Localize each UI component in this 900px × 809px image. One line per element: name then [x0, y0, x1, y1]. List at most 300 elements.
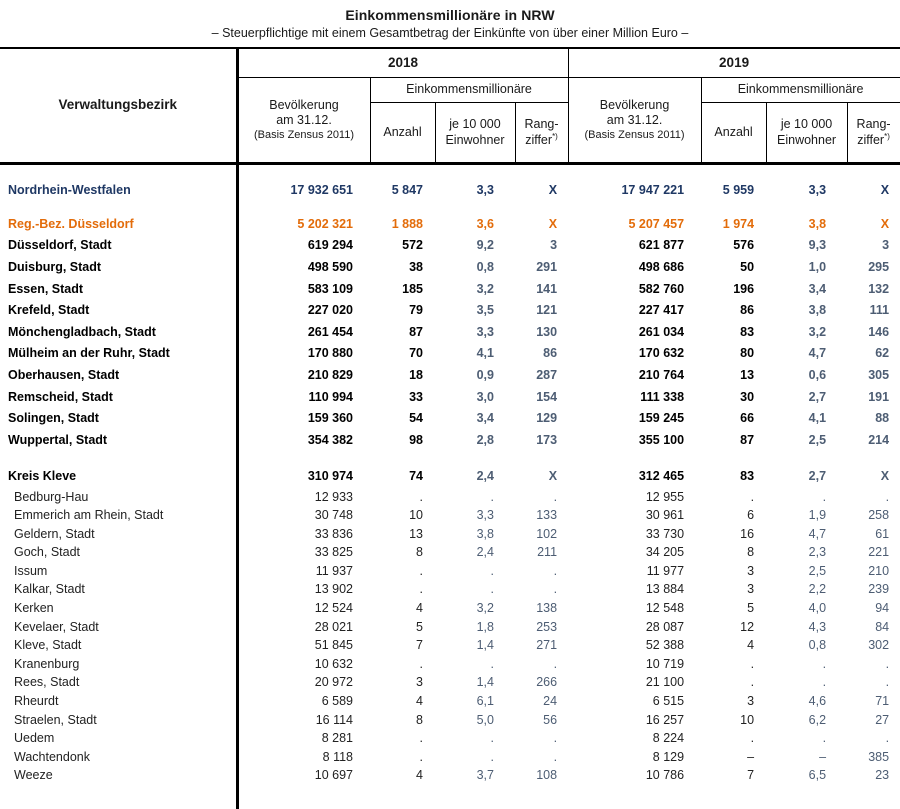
cell-count-2018: 18	[409, 368, 423, 383]
cell-per10000-2018: 2,4	[476, 469, 494, 484]
cell-per10000-2019: 2,3	[808, 545, 827, 560]
cell-rank-2018: 211	[537, 545, 558, 560]
table-row	[0, 506, 900, 525]
cell-population-2018: 28 021	[314, 619, 353, 634]
cell-count-2018: 87	[409, 324, 423, 339]
cell-population-2018: 498 590	[307, 260, 353, 275]
cell-population-2018: 51 845	[314, 638, 353, 653]
table-row	[0, 692, 900, 711]
cell-population-2018: 110 994	[308, 389, 353, 404]
cell-rank-2018: 173	[536, 432, 558, 447]
cell-per10000-2018: 2,4	[476, 545, 494, 560]
row-label: Kalkar, Stadt	[0, 580, 237, 599]
cell-per10000-2019: –	[819, 749, 827, 764]
cell-rank-2019: 239	[868, 582, 890, 597]
cell-count-2018: 4	[416, 768, 423, 783]
cell-count-2018: 8	[416, 712, 423, 727]
table-row	[0, 321, 900, 343]
cell-count-2019: 8	[747, 545, 755, 560]
cell-population-2018: 261 454	[307, 324, 353, 339]
spacer-row	[0, 164, 900, 180]
cell-per10000-2018: .	[490, 656, 494, 671]
cell-population-2019: 21 100	[645, 675, 685, 690]
table-row	[0, 278, 900, 300]
page-title: Einkommensmillionäre in NRW	[345, 7, 555, 23]
footnote-mark: *)	[884, 131, 890, 141]
cell-per10000-2019: 9,3	[808, 238, 827, 253]
cell-population-2019: 10 786	[645, 768, 685, 783]
cell-population-2019: 30 961	[645, 508, 685, 523]
cell-per10000-2018: .	[490, 489, 494, 504]
cell-count-2019: 196	[733, 281, 755, 296]
cell-count-2019: .	[750, 656, 755, 671]
table-row	[0, 543, 900, 562]
cell-count-2018: 3	[416, 675, 423, 690]
row-label: Straelen, Stadt	[0, 710, 237, 729]
cell-per10000-2019: 2,2	[808, 582, 827, 597]
cell-rank-2019: .	[885, 675, 890, 690]
cell-population-2019: 12 548	[645, 601, 685, 616]
cell-population-2019: 12 955	[645, 489, 685, 504]
table-row	[0, 748, 900, 767]
cell-count-2018: 5	[416, 619, 423, 634]
cell-count-2019: 7	[747, 768, 755, 783]
cell-per10000-2018: 1,4	[476, 638, 494, 653]
row-label: Weeze	[0, 766, 237, 785]
row-label: Issum	[0, 562, 237, 581]
row-label: Kevelaer, Stadt	[0, 617, 237, 636]
table-row	[0, 343, 900, 365]
cell-population-2019: 111 338	[640, 389, 685, 404]
cell-rank-2019: 23	[875, 768, 890, 783]
cell-count-2018: 33	[409, 389, 423, 404]
row-label: Oberhausen, Stadt	[0, 364, 237, 386]
cell-count-2019: 4	[747, 638, 755, 653]
cell-per10000-2019: 4,3	[808, 619, 827, 634]
cell-count-2019: 12	[740, 619, 755, 634]
cell-count-2019: 80	[740, 346, 755, 361]
cell-population-2019: 8 129	[652, 749, 685, 764]
cell-per10000-2019: 4,7	[808, 526, 827, 541]
cell-count-2018: 98	[409, 432, 423, 447]
cell-count-2019: 16	[740, 526, 755, 541]
cell-rank-2019: 385	[868, 749, 890, 764]
cell-count-2019: –	[747, 749, 755, 764]
cell-per10000-2019: 6,2	[808, 712, 827, 727]
cell-per10000-2019: 4,0	[808, 601, 827, 616]
cell-population-2018: 12 524	[314, 601, 353, 616]
table-row	[0, 580, 900, 599]
table-row	[0, 673, 900, 692]
cell-per10000-2019: 3,8	[808, 216, 827, 231]
cell-rank-2018: X	[548, 183, 558, 198]
cell-rank-2018: 291	[536, 260, 558, 275]
cell-population-2018: 8 281	[321, 731, 353, 746]
cell-per10000-2019: 2,5	[808, 563, 827, 578]
cell-rank-2019: 221	[868, 545, 890, 560]
table-row	[0, 636, 900, 655]
cell-population-2019: 11 977	[646, 563, 685, 578]
cell-rank-2019: 214	[868, 432, 890, 447]
cell-population-2018: 210 829	[307, 368, 353, 383]
cell-rank-2018: 154	[536, 389, 558, 404]
cell-population-2019: 28 087	[645, 619, 685, 634]
cell-per10000-2018: .	[490, 563, 494, 578]
row-label: Mönchengladbach, Stadt	[0, 321, 237, 343]
cell-per10000-2019: 0,8	[808, 638, 827, 653]
cell-population-2019: 33 730	[645, 526, 685, 541]
row-label: Wuppertal, Stadt	[0, 429, 237, 451]
cell-count-2019: 3	[747, 694, 755, 709]
cell-count-2018: .	[419, 656, 423, 671]
cell-population-2019: 10 719	[645, 656, 685, 671]
cell-per10000-2018: 3,2	[476, 281, 494, 296]
cell-count-2018: 7	[416, 638, 423, 653]
cell-rank-2018: 133	[536, 508, 558, 523]
cell-count-2019: .	[750, 489, 755, 504]
table-row	[0, 655, 900, 674]
cell-count-2019: 3	[747, 563, 755, 578]
cell-rank-2019: 27	[875, 712, 890, 727]
cell-count-2018: 4	[416, 601, 423, 616]
header-per10000-2019: je 10 000 Einwohner	[766, 103, 847, 164]
cell-population-2019: 5 207 457	[628, 216, 685, 231]
cell-rank-2019: 111	[869, 303, 890, 318]
cell-count-2019: 30	[740, 389, 755, 404]
cell-population-2019: 210 764	[638, 368, 685, 383]
cell-rank-2019: 88	[875, 411, 890, 426]
cell-population-2019: 582 760	[638, 281, 685, 296]
cell-rank-2018: 129	[536, 411, 558, 426]
cell-count-2019: 50	[740, 260, 755, 275]
spacer-row	[0, 201, 900, 213]
row-label: Düsseldorf, Stadt	[0, 235, 237, 257]
cell-count-2018: 5 847	[391, 183, 423, 198]
cell-population-2018: 170 880	[307, 346, 353, 361]
table-row	[0, 524, 900, 543]
cell-count-2019: 1 974	[722, 216, 755, 231]
row-label: Rheurdt	[0, 692, 237, 711]
cell-rank-2019: 146	[868, 324, 890, 339]
cell-count-2019: .	[750, 731, 755, 746]
spacer-row	[0, 785, 900, 809]
cell-per10000-2018: .	[490, 749, 494, 764]
cell-per10000-2019: 3,2	[808, 324, 827, 339]
table-row	[0, 235, 900, 257]
statistics-table	[0, 47, 900, 809]
cell-count-2019: 5	[747, 601, 755, 616]
cell-rank-2018: .	[553, 731, 558, 746]
cell-count-2019: 6	[747, 508, 755, 523]
cell-population-2018: 10 697	[314, 768, 353, 783]
cell-per10000-2019: 6,5	[808, 768, 827, 783]
cell-population-2019: 261 034	[638, 324, 685, 339]
table-row	[0, 766, 900, 785]
cell-count-2019: 13	[740, 368, 755, 383]
cell-rank-2019: 132	[868, 281, 890, 296]
cell-per10000-2018: 9,2	[476, 238, 494, 253]
table-row	[0, 466, 900, 488]
row-label: Duisburg, Stadt	[0, 256, 237, 278]
cell-per10000-2018: 6,1	[476, 694, 494, 709]
cell-rank-2019: .	[885, 489, 890, 504]
header-anzahl-2018: Anzahl	[370, 103, 435, 164]
cell-population-2019: 17 947 221	[621, 183, 685, 198]
cell-count-2019: 576	[733, 238, 755, 253]
cell-population-2018: 8 118	[322, 749, 353, 764]
cell-population-2019: 8 224	[652, 731, 685, 746]
cell-population-2019: 52 388	[645, 638, 685, 653]
cell-rank-2018: 24	[543, 694, 558, 709]
row-label: Rees, Stadt	[0, 673, 237, 692]
table-body	[0, 164, 900, 809]
row-label: Goch, Stadt	[0, 543, 237, 562]
header-anzahl-2019: Anzahl	[701, 103, 766, 164]
row-label: Nordrhein-Westfalen	[0, 180, 237, 202]
cell-per10000-2019: 3,4	[808, 281, 827, 296]
cell-per10000-2018: 3,8	[476, 526, 494, 541]
cell-population-2018: 33 825	[314, 545, 353, 560]
cell-per10000-2018: 1,4	[476, 675, 494, 690]
cell-rank-2018: 56	[543, 712, 558, 727]
header-rank-2019: Rang- ziffer*)	[847, 103, 900, 164]
cell-per10000-2018: 2,8	[476, 432, 494, 447]
row-label: Mülheim an der Ruhr, Stadt	[0, 343, 237, 365]
cell-population-2018: 12 933	[314, 489, 353, 504]
cell-population-2019: 159 245	[638, 411, 685, 426]
cell-population-2018: 159 360	[307, 411, 353, 426]
cell-rank-2019: 302	[868, 638, 890, 653]
cell-per10000-2019: .	[822, 489, 827, 504]
cell-per10000-2018: 1,8	[476, 619, 494, 634]
cell-count-2018: 572	[402, 238, 423, 253]
cell-population-2019: 170 632	[638, 346, 685, 361]
table-row	[0, 429, 900, 451]
cell-population-2018: 583 109	[307, 281, 353, 296]
cell-rank-2018: X	[548, 469, 558, 484]
cell-count-2019: 10	[740, 712, 755, 727]
cell-population-2018: 354 382	[307, 432, 353, 447]
header-millionaires-2018: Einkommensmillionäre	[370, 78, 568, 103]
cell-population-2019: 621 877	[638, 238, 685, 253]
header-millionaires-2019: Einkommensmillionäre	[701, 78, 900, 103]
cell-rank-2019: .	[885, 731, 890, 746]
cell-count-2018: 70	[409, 346, 423, 361]
cell-per10000-2019: 0,6	[808, 368, 827, 383]
cell-per10000-2018: 0,9	[476, 368, 494, 383]
cell-rank-2018: 3	[550, 238, 558, 253]
page-subtitle: – Steuerpflichtige mit einem Gesamtbetrag der Einkünfte von über einer Million Euro –	[211, 26, 689, 40]
table-row	[0, 180, 900, 202]
table-row	[0, 299, 900, 321]
cell-population-2018: 619 294	[307, 238, 353, 253]
cell-count-2018: 79	[409, 303, 423, 318]
row-label: Uedem	[0, 729, 237, 748]
row-label: Krefeld, Stadt	[0, 299, 237, 321]
cell-count-2018: 8	[416, 545, 423, 560]
cell-count-2018: 10	[409, 508, 423, 523]
cell-per10000-2019: 4,1	[808, 411, 827, 426]
cell-rank-2018: 141	[536, 281, 558, 296]
table-row	[0, 617, 900, 636]
footnote-mark: *)	[552, 131, 558, 141]
cell-population-2019: 13 884	[645, 582, 685, 597]
cell-rank-2019: .	[885, 656, 890, 671]
cell-population-2019: 227 417	[638, 303, 685, 318]
table-row	[0, 386, 900, 408]
cell-per10000-2018: 4,1	[476, 346, 494, 361]
cell-population-2019: 312 465	[638, 469, 685, 484]
cell-rank-2018: 130	[536, 324, 558, 339]
cell-count-2018: 1 888	[391, 216, 423, 231]
cell-per10000-2019: 4,7	[808, 346, 827, 361]
cell-rank-2018: .	[553, 656, 558, 671]
cell-per10000-2018: .	[490, 731, 494, 746]
cell-count-2018: 4	[416, 694, 423, 709]
cell-rank-2018: X	[548, 216, 558, 231]
row-label: Kranenburg	[0, 655, 237, 674]
cell-rank-2019: 258	[868, 508, 890, 523]
table-row	[0, 364, 900, 386]
table-header	[0, 48, 900, 164]
cell-per10000-2019: .	[822, 675, 827, 690]
row-label: Essen, Stadt	[0, 278, 237, 300]
cell-rank-2018: 102	[536, 526, 558, 541]
cell-count-2018: .	[419, 489, 423, 504]
cell-rank-2019: X	[880, 216, 890, 231]
cell-rank-2018: .	[553, 563, 558, 578]
cell-rank-2018: .	[553, 582, 558, 597]
header-per10000-2018: je 10 000 Einwohner	[435, 103, 515, 164]
cell-per10000-2019: 3,3	[808, 183, 827, 198]
cell-population-2018: 17 932 651	[290, 183, 353, 198]
cell-population-2018: 5 202 321	[297, 216, 353, 231]
header-population-2019: Bevölkerung am 31.12. (Basis Zensus 2011)	[568, 78, 701, 164]
cell-population-2019: 355 100	[638, 432, 685, 447]
row-label: Geldern, Stadt	[0, 524, 237, 543]
cell-per10000-2018: 5,0	[476, 712, 494, 727]
cell-per10000-2019: 3,8	[808, 303, 827, 318]
cell-population-2019: 6 515	[652, 694, 685, 709]
cell-count-2019: 83	[740, 324, 755, 339]
cell-count-2019: 5 959	[722, 183, 755, 198]
cell-per10000-2019: 2,7	[808, 469, 827, 484]
cell-count-2018: .	[419, 749, 423, 764]
row-label: Kreis Kleve	[0, 466, 237, 488]
table-row	[0, 256, 900, 278]
cell-population-2018: 11 937	[315, 563, 353, 578]
row-label: Reg.-Bez. Düsseldorf	[0, 213, 237, 235]
cell-count-2019: 66	[740, 411, 755, 426]
row-label: Wachtendonk	[0, 748, 237, 767]
table-row	[0, 487, 900, 506]
row-label: Solingen, Stadt	[0, 407, 237, 429]
cell-rank-2019: 295	[868, 260, 890, 275]
cell-per10000-2019: 2,5	[808, 432, 827, 447]
table-row	[0, 710, 900, 729]
cell-rank-2019: X	[880, 469, 890, 484]
cell-population-2018: 227 020	[307, 303, 353, 318]
cell-count-2019: 87	[740, 432, 755, 447]
cell-per10000-2018: 3,2	[476, 601, 494, 616]
cell-population-2019: 498 686	[638, 260, 685, 275]
header-year-2018: 2018	[237, 48, 568, 78]
cell-population-2018: 20 972	[314, 675, 353, 690]
header-rank-2018: Rang- ziffer*)	[515, 103, 568, 164]
cell-rank-2018: .	[553, 749, 558, 764]
cell-population-2018: 33 836	[314, 526, 353, 541]
cell-per10000-2018: 3,3	[476, 183, 494, 198]
table-row	[0, 599, 900, 618]
cell-per10000-2019: 2,7	[808, 389, 827, 404]
cell-rank-2018: 253	[536, 619, 558, 634]
cell-count-2019: .	[750, 675, 755, 690]
cell-rank-2018: 86	[543, 346, 558, 361]
cell-count-2018: .	[419, 582, 423, 597]
cell-per10000-2018: .	[490, 582, 494, 597]
cell-rank-2019: 61	[875, 526, 890, 541]
cell-count-2018: 13	[409, 526, 423, 541]
header-verwaltungsbezirk: Verwaltungsbezirk	[0, 48, 237, 164]
cell-count-2018: 74	[409, 469, 423, 484]
cell-per10000-2018: 3,5	[476, 303, 494, 318]
cell-per10000-2018: 3,3	[476, 508, 494, 523]
cell-population-2018: 16 114	[315, 712, 353, 727]
cell-population-2018: 310 974	[307, 469, 353, 484]
cell-rank-2019: X	[880, 183, 890, 198]
cell-per10000-2018: 3,0	[476, 389, 494, 404]
cell-rank-2019: 94	[875, 601, 890, 616]
cell-population-2018: 30 748	[314, 508, 353, 523]
header-year-2019: 2019	[568, 48, 900, 78]
spacer-row	[0, 451, 900, 466]
cell-per10000-2018: 0,8	[476, 260, 494, 275]
cell-population-2019: 34 205	[645, 545, 685, 560]
row-label: Remscheid, Stadt	[0, 386, 237, 408]
cell-per10000-2019: .	[822, 731, 827, 746]
cell-count-2018: 185	[402, 281, 423, 296]
cell-rank-2019: 71	[875, 694, 890, 709]
row-label: Emmerich am Rhein, Stadt	[0, 506, 237, 525]
cell-per10000-2018: 3,3	[476, 324, 494, 339]
table-row	[0, 407, 900, 429]
cell-rank-2019: 191	[868, 389, 890, 404]
cell-per10000-2019: 4,6	[808, 694, 827, 709]
cell-count-2018: 54	[409, 411, 423, 426]
cell-population-2018: 10 632	[314, 656, 353, 671]
table-row	[0, 729, 900, 748]
cell-population-2018: 13 902	[314, 582, 353, 597]
cell-rank-2018: 266	[536, 675, 558, 690]
cell-per10000-2019: 1,9	[808, 508, 827, 523]
cell-rank-2019: 84	[875, 619, 890, 634]
cell-per10000-2018: 3,6	[476, 216, 494, 231]
cell-count-2019: 3	[747, 582, 755, 597]
cell-rank-2019: 62	[875, 346, 890, 361]
row-label: Kerken	[0, 599, 237, 618]
cell-rank-2019: 305	[868, 368, 890, 383]
cell-population-2019: 16 257	[645, 712, 685, 727]
cell-rank-2019: 3	[882, 238, 890, 253]
cell-population-2018: 6 589	[321, 694, 353, 709]
header-population-2018: Bevölkerung am 31.12. (Basis Zensus 2011)	[237, 78, 370, 164]
cell-count-2018: .	[419, 563, 423, 578]
cell-rank-2018: 108	[536, 768, 558, 783]
cell-per10000-2019: .	[822, 656, 827, 671]
cell-count-2019: 86	[740, 303, 755, 318]
cell-rank-2018: 271	[536, 638, 558, 653]
cell-per10000-2018: 3,7	[476, 768, 494, 783]
